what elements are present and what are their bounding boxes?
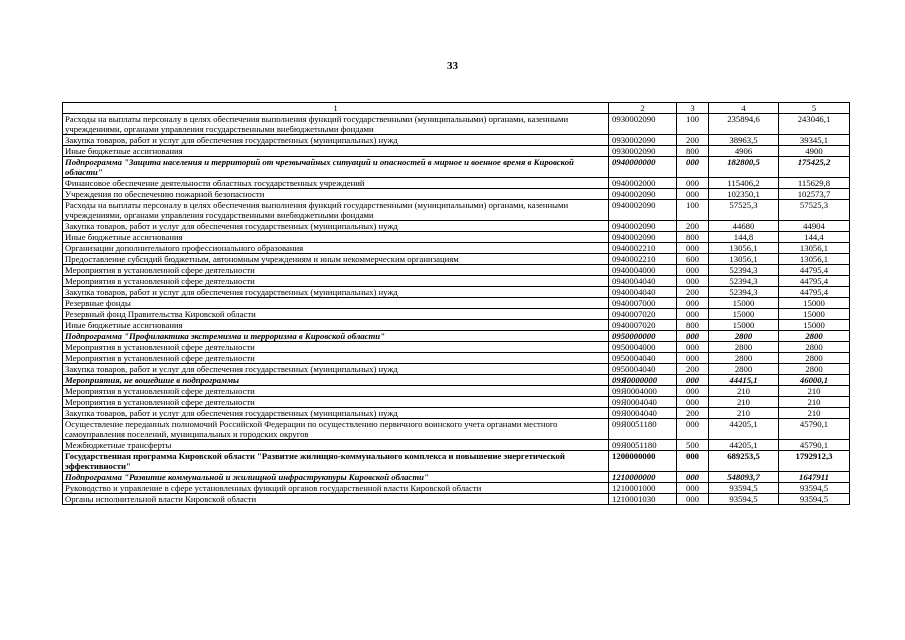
row-expense-type-cell: 000 bbox=[677, 178, 709, 189]
row-expense-type-cell: 000 bbox=[677, 386, 709, 397]
table-row bbox=[63, 135, 850, 146]
row-value-1-cell: 44205,1 bbox=[709, 419, 779, 440]
row-name-cell: Мероприятия в установленной сфере деятельности bbox=[63, 353, 609, 364]
row-expense-type-cell: 000 bbox=[677, 397, 709, 408]
row-name-cell: Руководство и управление в сфере установленных функций органов государственной власти Кировской области bbox=[63, 483, 609, 494]
table-row bbox=[63, 221, 850, 232]
budget-table-body bbox=[63, 103, 850, 505]
table-row bbox=[63, 287, 850, 298]
row-expense-type-cell: 600 bbox=[677, 254, 709, 265]
row-value-1-cell: 182800,5 bbox=[709, 157, 779, 178]
row-name-cell: Закупка товаров, работ и услуг для обеспечения государственных (муниципальных) нужд bbox=[63, 364, 609, 375]
row-code-cell: 0940007020 bbox=[609, 320, 677, 331]
row-code-cell: 0940004000 bbox=[609, 265, 677, 276]
row-value-1-cell: 44415,1 bbox=[709, 375, 779, 386]
row-expense-type-cell: 000 bbox=[677, 451, 709, 472]
row-value-1-cell: 52394,3 bbox=[709, 287, 779, 298]
row-name-cell: Иные бюджетные ассигнования bbox=[63, 232, 609, 243]
row-expense-type-cell: 100 bbox=[677, 114, 709, 135]
row-code-cell: 09Я0004000 bbox=[609, 386, 677, 397]
row-name-cell: Подпрограмма "Развитие коммунальной и жилищной инфраструктуры Кировской области" bbox=[63, 472, 609, 483]
row-name-cell: Организации дополнительного профессионального образования bbox=[63, 243, 609, 254]
row-value-1-cell: 102350,1 bbox=[709, 189, 779, 200]
row-value-2-cell: 2800 bbox=[779, 364, 850, 375]
row-value-2-cell: 46000,1 bbox=[779, 375, 850, 386]
row-expense-type-cell: 000 bbox=[677, 298, 709, 309]
row-value-2-cell: 2800 bbox=[779, 342, 850, 353]
row-value-2-cell: 13056,1 bbox=[779, 254, 850, 265]
row-value-1-cell: 2800 bbox=[709, 331, 779, 342]
table-row bbox=[63, 298, 850, 309]
row-value-2-cell: 13056,1 bbox=[779, 243, 850, 254]
row-name-cell: Резервный фонд Правительства Кировской области bbox=[63, 309, 609, 320]
row-name-cell: Закупка товаров, работ и услуг для обеспечения государственных (муниципальных) нужд bbox=[63, 135, 609, 146]
row-code-cell: 0930002090 bbox=[609, 114, 677, 135]
page-number: 33 bbox=[447, 60, 458, 72]
row-name-cell: Предоставление субсидий бюджетным, автономным учреждениям и иным некоммерческим организациям bbox=[63, 254, 609, 265]
row-value-2-cell: 2800 bbox=[779, 331, 850, 342]
table-row bbox=[63, 353, 850, 364]
row-value-2-cell: 210 bbox=[779, 397, 850, 408]
row-expense-type-cell: 200 bbox=[677, 287, 709, 298]
row-code-cell: 1210000000 bbox=[609, 472, 677, 483]
row-expense-type-cell: 000 bbox=[677, 265, 709, 276]
row-value-1-cell: 52394,3 bbox=[709, 276, 779, 287]
row-value-1-cell: 38963,5 bbox=[709, 135, 779, 146]
table-row bbox=[63, 157, 850, 178]
table-row bbox=[63, 483, 850, 494]
table-row bbox=[63, 276, 850, 287]
table-row bbox=[63, 243, 850, 254]
row-name-cell: Мероприятия в установленной сфере деятельности bbox=[63, 342, 609, 353]
row-expense-type-cell: 800 bbox=[677, 232, 709, 243]
row-code-cell: 0950004040 bbox=[609, 364, 677, 375]
row-value-1-cell: 15000 bbox=[709, 298, 779, 309]
row-value-1-cell: 44680 bbox=[709, 221, 779, 232]
row-code-cell: 09Я0000000 bbox=[609, 375, 677, 386]
row-name-cell: Мероприятия в установленной сфере деятельности bbox=[63, 397, 609, 408]
row-name-cell: Расходы на выплаты персоналу в целях обеспечения выполнения функций государственными (муниципальными) органами, казенными учреждениями, органами управления государственными внебюджетными фондами bbox=[63, 114, 609, 135]
row-expense-type-cell: 000 bbox=[677, 472, 709, 483]
row-expense-type-cell: 100 bbox=[677, 200, 709, 221]
row-expense-type-cell: 200 bbox=[677, 408, 709, 419]
row-code-cell: 0930002090 bbox=[609, 146, 677, 157]
header-cell-vr: 3 bbox=[677, 103, 709, 114]
row-code-cell: 0940002090 bbox=[609, 221, 677, 232]
row-name-cell: Расходы на выплаты персоналу в целях обеспечения выполнения функций государственными (муниципальными) органами, казенными учреждениями, органами управления государственными внебюджетными фондами bbox=[63, 200, 609, 221]
row-value-1-cell: 44205,1 bbox=[709, 440, 779, 451]
row-name-cell: Иные бюджетные ассигнования bbox=[63, 146, 609, 157]
row-value-2-cell: 1792912,3 bbox=[779, 451, 850, 472]
row-value-2-cell: 15000 bbox=[779, 298, 850, 309]
row-code-cell: 1200000000 bbox=[609, 451, 677, 472]
table-row bbox=[63, 254, 850, 265]
row-value-2-cell: 44904 bbox=[779, 221, 850, 232]
row-code-cell: 0950004000 bbox=[609, 342, 677, 353]
row-value-2-cell: 210 bbox=[779, 386, 850, 397]
row-value-1-cell: 210 bbox=[709, 408, 779, 419]
row-value-2-cell: 93594,5 bbox=[779, 483, 850, 494]
table-row bbox=[63, 309, 850, 320]
row-value-1-cell: 2800 bbox=[709, 364, 779, 375]
row-name-cell: Мероприятия в установленной сфере деятельности bbox=[63, 386, 609, 397]
row-name-cell: Органы исполнительной власти Кировской области bbox=[63, 494, 609, 505]
table-row bbox=[63, 408, 850, 419]
row-expense-type-cell: 000 bbox=[677, 157, 709, 178]
table-row bbox=[63, 494, 850, 505]
table-row bbox=[63, 146, 850, 157]
row-value-1-cell: 115406,2 bbox=[709, 178, 779, 189]
row-value-1-cell: 13056,1 bbox=[709, 254, 779, 265]
row-value-1-cell: 15000 bbox=[709, 320, 779, 331]
row-code-cell: 0940002000 bbox=[609, 178, 677, 189]
header-cell-code: 2 bbox=[609, 103, 677, 114]
header-cell-value-1: 4 bbox=[709, 103, 779, 114]
row-code-cell: 0940000000 bbox=[609, 157, 677, 178]
row-value-2-cell: 93594,5 bbox=[779, 494, 850, 505]
row-code-cell: 0940002210 bbox=[609, 243, 677, 254]
row-code-cell: 1210001000 bbox=[609, 483, 677, 494]
row-expense-type-cell: 200 bbox=[677, 135, 709, 146]
row-expense-type-cell: 000 bbox=[677, 276, 709, 287]
row-value-2-cell: 45790,1 bbox=[779, 419, 850, 440]
row-value-1-cell: 2800 bbox=[709, 342, 779, 353]
row-value-2-cell: 57525,3 bbox=[779, 200, 850, 221]
row-name-cell: Закупка товаров, работ и услуг для обеспечения государственных (муниципальных) нужд bbox=[63, 408, 609, 419]
row-expense-type-cell: 000 bbox=[677, 342, 709, 353]
row-code-cell: 0940002090 bbox=[609, 232, 677, 243]
row-expense-type-cell: 000 bbox=[677, 353, 709, 364]
row-value-1-cell: 2800 bbox=[709, 353, 779, 364]
table-row bbox=[63, 342, 850, 353]
row-value-2-cell: 144,4 bbox=[779, 232, 850, 243]
row-name-cell: Мероприятия в установленной сфере деятельности bbox=[63, 265, 609, 276]
row-value-2-cell: 44795,4 bbox=[779, 276, 850, 287]
table-row bbox=[63, 440, 850, 451]
row-value-1-cell: 93594,5 bbox=[709, 483, 779, 494]
row-value-1-cell: 57525,3 bbox=[709, 200, 779, 221]
row-value-1-cell: 15000 bbox=[709, 309, 779, 320]
row-expense-type-cell: 000 bbox=[677, 309, 709, 320]
row-value-1-cell: 689253,5 bbox=[709, 451, 779, 472]
row-code-cell: 0940004040 bbox=[609, 276, 677, 287]
row-name-cell: Закупка товаров, работ и услуг для обеспечения государственных (муниципальных) нужд bbox=[63, 287, 609, 298]
row-code-cell: 0940007000 bbox=[609, 298, 677, 309]
row-value-2-cell: 44795,4 bbox=[779, 265, 850, 276]
row-name-cell: Подпрограмма "Защита населения и территорий от чрезвычайных ситуаций и опасностей в мирное и военное время в Кировской области" bbox=[63, 157, 609, 178]
table-header-row bbox=[63, 103, 850, 114]
table-row bbox=[63, 375, 850, 386]
row-expense-type-cell: 500 bbox=[677, 440, 709, 451]
row-code-cell: 0940002090 bbox=[609, 200, 677, 221]
row-expense-type-cell: 000 bbox=[677, 375, 709, 386]
budget-table bbox=[62, 102, 850, 505]
row-value-1-cell: 235894,6 bbox=[709, 114, 779, 135]
row-name-cell: Подпрограмма "Профилактика экстремизма и терроризма в Кировской области" bbox=[63, 331, 609, 342]
table-row bbox=[63, 189, 850, 200]
header-cell-value-2: 5 bbox=[779, 103, 850, 114]
row-value-2-cell: 115629,8 bbox=[779, 178, 850, 189]
row-code-cell: 09Я0051180 bbox=[609, 419, 677, 440]
row-expense-type-cell: 000 bbox=[677, 189, 709, 200]
row-name-cell: Финансовое обеспечение деятельности областных государственных учреждений bbox=[63, 178, 609, 189]
table-row bbox=[63, 232, 850, 243]
row-value-2-cell: 15000 bbox=[779, 309, 850, 320]
row-expense-type-cell: 000 bbox=[677, 331, 709, 342]
table-row bbox=[63, 386, 850, 397]
row-name-cell: Межбюджетные трансферты bbox=[63, 440, 609, 451]
table-row bbox=[63, 451, 850, 472]
row-code-cell: 09Я0004040 bbox=[609, 408, 677, 419]
row-name-cell: Иные бюджетные ассигнования bbox=[63, 320, 609, 331]
table-row bbox=[63, 114, 850, 135]
row-value-2-cell: 39345,1 bbox=[779, 135, 850, 146]
row-value-2-cell: 4900 bbox=[779, 146, 850, 157]
row-expense-type-cell: 000 bbox=[677, 483, 709, 494]
row-value-1-cell: 144,8 bbox=[709, 232, 779, 243]
row-expense-type-cell: 800 bbox=[677, 146, 709, 157]
row-code-cell: 09Я0004040 bbox=[609, 397, 677, 408]
row-name-cell: Осуществление переданных полномочий Российской Федерации по осуществлению первичного воинского учета органами местного самоуправления поселений, муниципальных и городских округов bbox=[63, 419, 609, 440]
header-cell-name: 1 bbox=[63, 103, 609, 114]
row-code-cell: 0950000000 bbox=[609, 331, 677, 342]
table-row bbox=[63, 200, 850, 221]
row-code-cell: 1210001030 bbox=[609, 494, 677, 505]
row-value-2-cell: 175425,2 bbox=[779, 157, 850, 178]
row-value-2-cell: 243046,1 bbox=[779, 114, 850, 135]
row-name-cell: Закупка товаров, работ и услуг для обеспечения государственных (муниципальных) нужд bbox=[63, 221, 609, 232]
table-row bbox=[63, 331, 850, 342]
row-name-cell: Мероприятия в установленной сфере деятельности bbox=[63, 276, 609, 287]
row-expense-type-cell: 200 bbox=[677, 364, 709, 375]
row-code-cell: 0940002090 bbox=[609, 189, 677, 200]
row-code-cell: 0950004040 bbox=[609, 353, 677, 364]
row-value-1-cell: 548093,7 bbox=[709, 472, 779, 483]
row-code-cell: 09Я0051180 bbox=[609, 440, 677, 451]
table-row bbox=[63, 178, 850, 189]
row-value-1-cell: 210 bbox=[709, 397, 779, 408]
row-value-1-cell: 210 bbox=[709, 386, 779, 397]
row-expense-type-cell: 000 bbox=[677, 243, 709, 254]
row-name-cell: Учреждения по обеспечению пожарной безопасности bbox=[63, 189, 609, 200]
table-row bbox=[63, 397, 850, 408]
row-value-1-cell: 52394,3 bbox=[709, 265, 779, 276]
row-expense-type-cell: 000 bbox=[677, 494, 709, 505]
row-name-cell: Государственная программа Кировской области "Развитие жилищно-коммунального комплекса и повышение энергетической эффективности" bbox=[63, 451, 609, 472]
row-code-cell: 0940007020 bbox=[609, 309, 677, 320]
row-value-1-cell: 13056,1 bbox=[709, 243, 779, 254]
table-row bbox=[63, 364, 850, 375]
row-expense-type-cell: 200 bbox=[677, 221, 709, 232]
row-code-cell: 0930002090 bbox=[609, 135, 677, 146]
row-value-2-cell: 44795,4 bbox=[779, 287, 850, 298]
row-value-1-cell: 93594,5 bbox=[709, 494, 779, 505]
row-code-cell: 0940004040 bbox=[609, 287, 677, 298]
row-name-cell: Мероприятия, не вошедшие в подпрограммы bbox=[63, 375, 609, 386]
row-value-2-cell: 45790,1 bbox=[779, 440, 850, 451]
row-value-2-cell: 1647911 bbox=[779, 472, 850, 483]
row-value-1-cell: 4906 bbox=[709, 146, 779, 157]
row-value-2-cell: 2800 bbox=[779, 353, 850, 364]
row-code-cell: 0940002210 bbox=[609, 254, 677, 265]
row-value-2-cell: 210 bbox=[779, 408, 850, 419]
table-row bbox=[63, 472, 850, 483]
table-row bbox=[63, 265, 850, 276]
row-name-cell: Резервные фонды bbox=[63, 298, 609, 309]
row-value-2-cell: 102573,7 bbox=[779, 189, 850, 200]
table-row bbox=[63, 419, 850, 440]
row-expense-type-cell: 800 bbox=[677, 320, 709, 331]
row-expense-type-cell: 000 bbox=[677, 419, 709, 440]
table-row bbox=[63, 320, 850, 331]
row-value-2-cell: 15000 bbox=[779, 320, 850, 331]
